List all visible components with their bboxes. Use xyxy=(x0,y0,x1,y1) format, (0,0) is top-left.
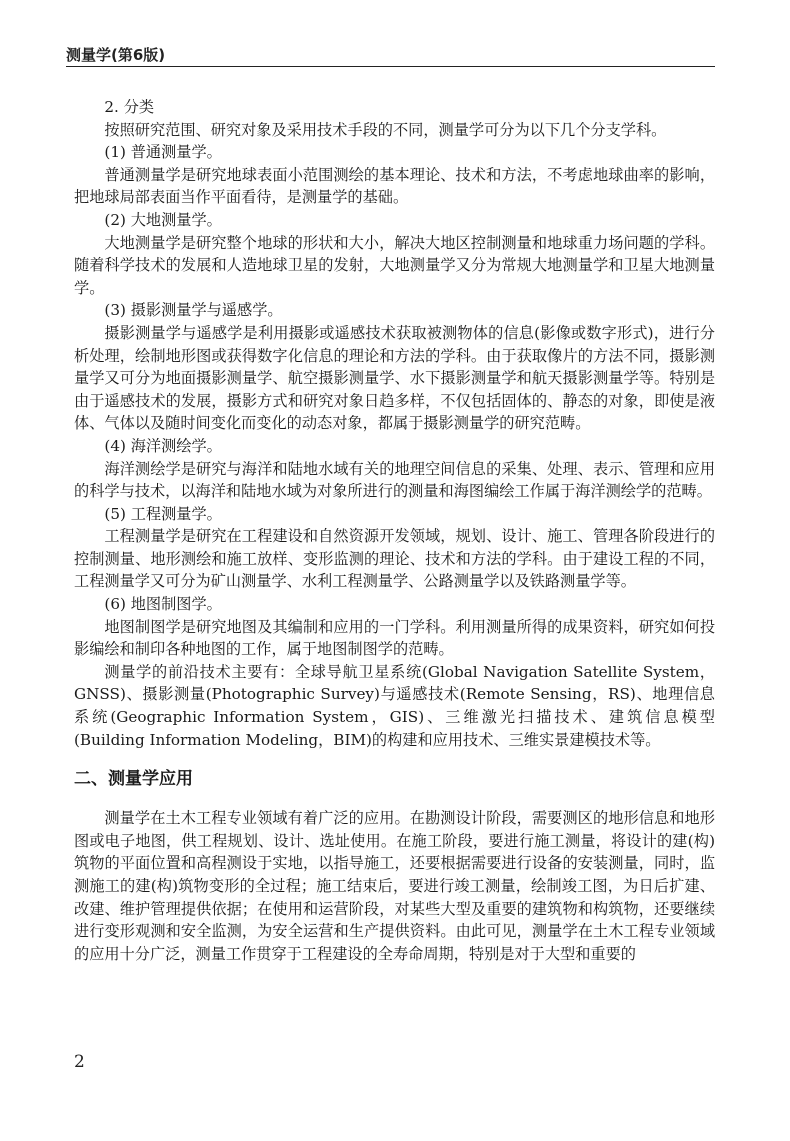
list-item-heading: (1) 普通测量学。 xyxy=(104,143,222,162)
paragraph: 海洋测绘学是研究与海洋和陆地水域有关的地理空间信息的采集、处理、表示、管理和应用的科学与技术，以海洋和陆地水域为对象所进行的测量和海图编绘工作属于海洋测绘学的范畴。 xyxy=(74,459,715,501)
section-heading: 二、测量学应用 xyxy=(74,769,193,790)
list-item-heading: (4) 海洋测绘学。 xyxy=(104,436,222,455)
list-item-heading: (3) 摄影测量学与遥感学。 xyxy=(104,301,283,320)
paragraph: 普通测量学是研究地球表面小范围测绘的基本理论、技术和方法，不考虑地球曲率的影响，把地球局部表面当作平面看待，是测量学的基础。 xyxy=(74,165,715,207)
paragraph: 工程测量学是研究在工程建设和自然资源开发领域，规划、设计、施工、管理各阶段进行的控制测量、地形测绘和施工放样、变形监测的理论、技术和方法的学科。由于建设工程的不同，工程测量学又可分为矿山测量学、水利工程测量学、公路测量学以及铁路测量学等。 xyxy=(74,527,715,591)
paragraph: 测量学的前沿技术主要有：全球导航卫星系统(Global Navigation Satellite System，GNSS)、摄影测量(Photographic Survey)与遥感技术(Remote Sensing，RS)、地理信息系统(Geographic Information System，GIS)、三维激光扫描技术、建筑信息模型(Building Information Modeling，BIM)的构建和应用技术、三维实景建模技术等。 xyxy=(74,662,715,749)
paragraph: 测量学在土木工程专业领域有着广泛的应用。在勘测设计阶段，需要测区的地形信息和地形图或电子地图，供工程规划、设计、选址使用。在施工阶段，要进行施工测量，将设计的建(构)筑物的平面位置和高程测设于实地，以指导施工，还要根据需要进行设备的安装测量，同时，监测施工的建(构)筑物变形的全过程；施工结束后，要进行竣工测量，绘制竣工图，为日后扩建、改建、维护管理提供依据；在使用和运营阶段，对某些大型及重要的建筑物和构筑物，还要继续进行变形观测和安全监测，为安全运营和生产提供资料。由此可见，测量学在土木工程专业领域的应用十分广泛，测量工作贯穿于工程建设的全寿命周期，特别是对于大型和重要的 xyxy=(74,809,715,963)
page-body xyxy=(74,96,715,965)
running-header xyxy=(66,44,715,67)
list-item-heading: (5) 工程测量学。 xyxy=(104,504,222,523)
paragraph: 大地测量学是研究整个地球的形状和大小，解决大地区控制测量和地球重力场问题的学科。随着科学技术的发展和人造地球卫星的发射，大地测量学又分为常规大地测量学和卫星大地测量学。 xyxy=(74,233,715,297)
book-title: 测量学(第6版) xyxy=(66,46,166,64)
list-item-heading: (6) 地图制图学。 xyxy=(104,595,222,614)
paragraph: 按照研究范围、研究对象及采用技术手段的不同，测量学可分为以下几个分支学科。 xyxy=(104,120,667,139)
paragraph: 地图制图学是研究地图及其编制和应用的一门学科。利用测量所得的成果资料，研究如何投影编绘和制印各种地图的工作，属于地图制图学的范畴。 xyxy=(74,617,715,659)
list-item-heading: (2) 大地测量学。 xyxy=(104,210,222,229)
subsection-title: 2. 分类 xyxy=(104,98,155,116)
page-number: 2 xyxy=(74,1052,85,1072)
paragraph: 摄影测量学与遥感学是利用摄影或遥感技术获取被测物体的信息(影像或数字形式)，进行分析处理，绘制地形图或获得数字化信息的理论和方法的学科。由于获取像片的方法不同，摄影测量学又可分为地面摄影测量学、航空摄影测量学、水下摄影测量学和航天摄影测量学等。特别是由于遥感技术的发展，摄影方式和研究对象日趋多样，不仅包括固体的、静态的对象，即使是液体、气体以及随时间变化而变化的动态对象，都属于摄影测量学的研究范畴。 xyxy=(74,323,715,433)
